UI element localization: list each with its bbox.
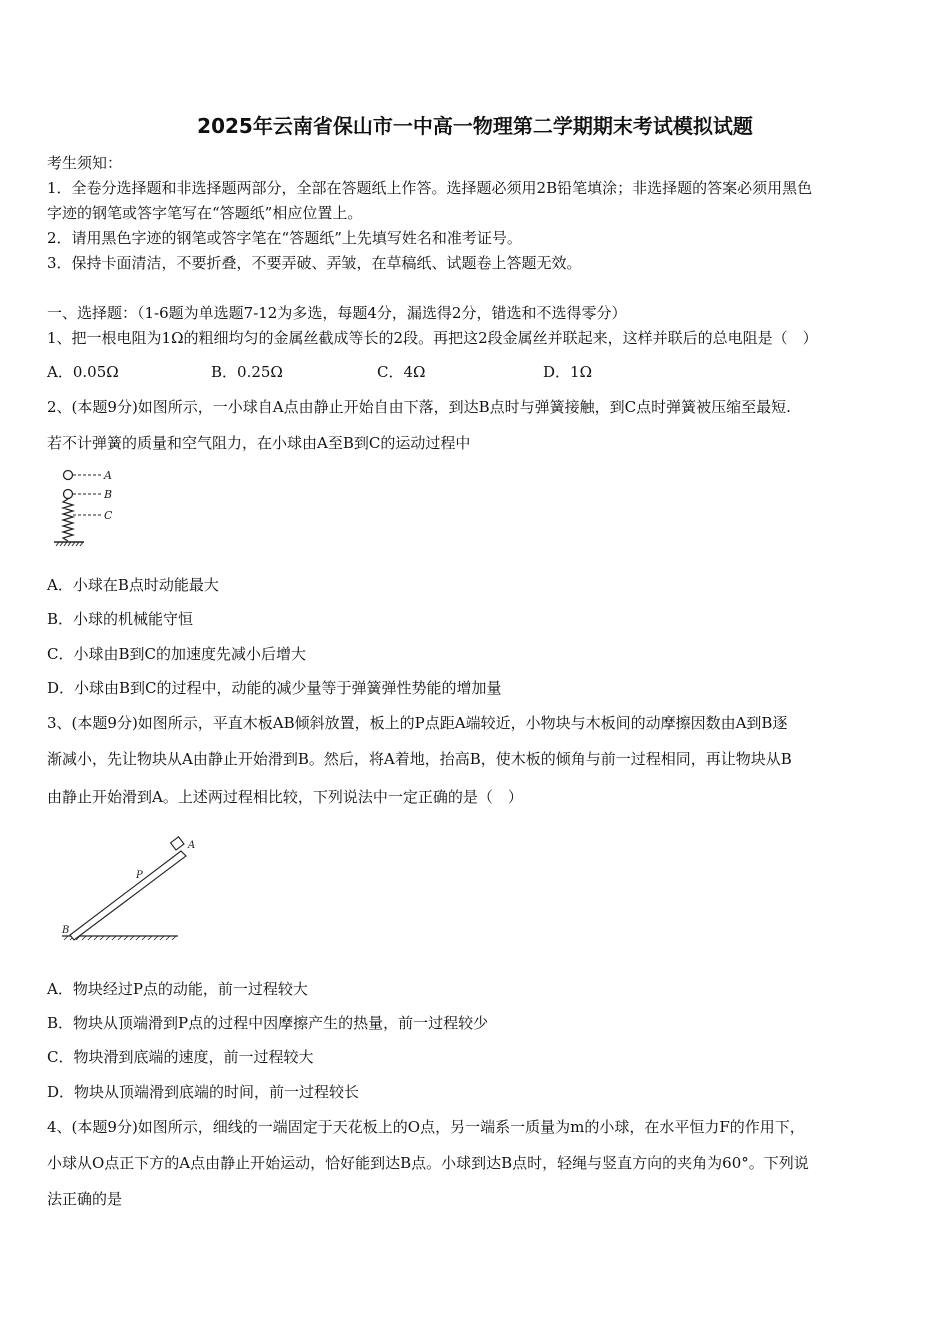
q2-option-c: C．小球由B到C的加速度先减小后增大 [47,645,306,663]
q3-option-c: C．物块滑到底端的速度，前一过程较大 [47,1048,314,1066]
question-3-stem: 由静止开始滑到A。上述两过程相比较，下列说法中一定正确的是（ ） [47,788,523,806]
question-2-stem: 若不计弹簧的质量和空气阻力，在小球由A至B到C的运动过程中 [47,434,471,452]
q1-option-d: D．1Ω [543,363,593,381]
q1-option-a: A．0.05Ω [47,363,119,381]
q3-option-b: B．物块从顶端滑到P点的过程中因摩擦产生的热量，前一过程较少 [47,1014,489,1032]
notice-item: 字迹的钢笔或答字笔写在“答题纸”相应位置上。 [47,204,363,222]
question-1-stem: 1、把一根电阻为1Ω的粗细均匀的金属丝截成等长的2段。再把这2段金属丝并联起来，这样并联后的总电阻是（ ） [47,329,818,347]
q1-option-b: B．0.25Ω [211,363,283,381]
label-c: C [104,509,113,522]
notice-item: 3．保持卡面清洁，不要折叠，不要弄破、弄皱，在草稿纸、试题卷上答题无效。 [47,254,582,272]
label-p: P [136,870,143,881]
label-a: A [104,469,112,482]
incline-figure [58,836,196,948]
question-2-stem: 2、(本题9分)如图所示，一小球自A点由静止开始自由下落，到达B点时与弹簧接触，到C点时弹簧被压缩至最短. [47,398,791,416]
page-title: 2025年云南省保山市一中高一物理第二学期期末考试模拟试题 [197,114,753,138]
q1-option-c: C．4Ω [377,363,426,381]
q3-option-a: A．物块经过P点的动能，前一过程较大 [47,980,308,998]
question-3-stem: 3、(本题9分)如图所示，平直木板AB倾斜放置，板上的P点距A端较近，小物块与木板间的动摩擦因数由A到B逐 [47,714,788,732]
q2-option-a: A．小球在B点时动能最大 [47,576,219,594]
q2-option-b: B．小球的机械能守恒 [47,610,194,628]
label-b: B [62,925,70,936]
question-3-stem: 渐减小，先让物块从A由静止开始滑到B。然后，将A着地，抬高B，使木板的倾角与前一过程相同，再让物块从B [47,750,792,768]
q3-option-d: D．物块从顶端滑到底端的时间，前一过程较长 [47,1083,360,1101]
notice-item: 2．请用黑色字迹的钢笔或答字笔在“答题纸”上先填写姓名和准考证号。 [47,229,522,247]
notice-item: 1．全卷分选择题和非选择题两部分，全部在答题纸上作答。选择题必须用2B铅笔填涂；非选择题的答案必须用黑色 [47,179,813,197]
question-4-stem: 4、(本题9分)如图所示，细线的一端固定于天花板上的O点，另一端系一质量为m的小球，在水平恒力F的作用下， [47,1118,805,1136]
section-heading: 一、选择题：（1-6题为单选题7-12为多选，每题4分，漏选得2分，错选和不选得零分） [47,304,627,322]
question-4-stem: 法正确的是 [47,1190,123,1208]
question-4-stem: 小球从O点正下方的A点由静止开始运动，恰好能到达B点。小球到达B点时，轻绳与竖直方向的夹角为60°。下列说 [47,1154,809,1172]
notice-heading: 考生须知： [47,154,123,172]
label-b: B [104,488,113,501]
label-a: A [188,840,196,851]
q2-option-d: D．小球由B到C的过程中，动能的减少量等于弹簧弹性势能的增加量 [47,679,502,697]
spring-figure [54,464,124,554]
